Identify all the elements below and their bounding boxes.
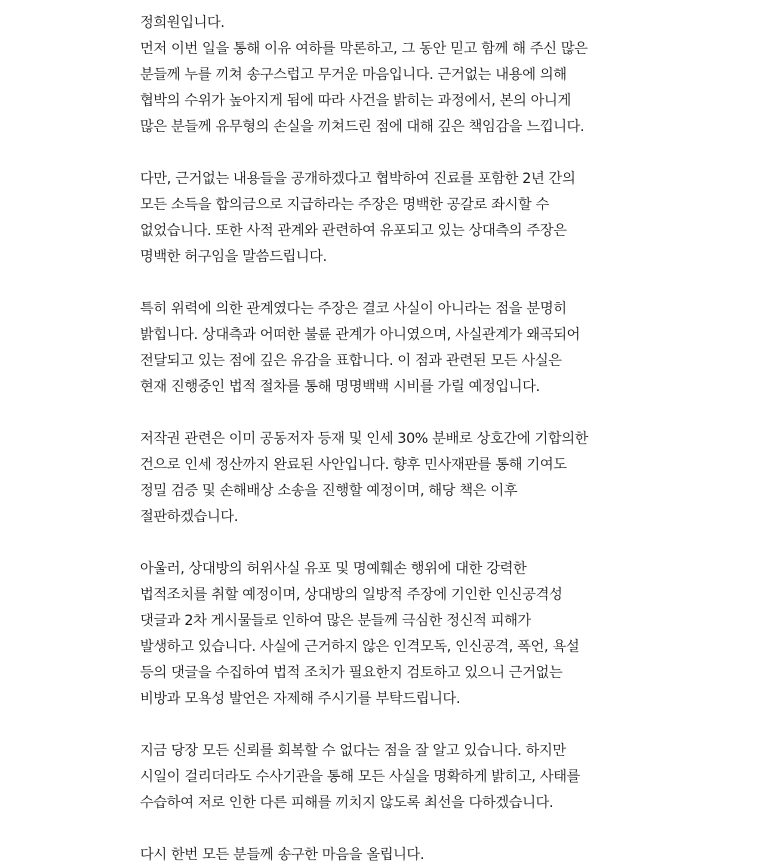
- text-line: 등의 댓글을 수집하여 법적 조치가 필요한지 검토하고 있으니 근거없는: [140, 665, 563, 681]
- text-line: 현재 진행중인 법적 절차를 통해 명명백백 시비를 가릴 예정입니다.: [140, 379, 540, 395]
- paragraph-gap: [140, 270, 640, 296]
- paragraph-gap: [140, 816, 640, 842]
- paragraph-gap: [140, 400, 640, 426]
- text-line: 먼저 이번 일을 통해 이유 여하를 막론하고, 그 동안 믿고 함께 해 주신 많은: [140, 41, 588, 57]
- text-line: 지금 당장 모든 신뢰를 회복할 수 없다는 점을 잘 알고 있습니다. 하지만: [140, 743, 566, 759]
- text-line: 법적조치를 취할 예정이며, 상대방의 일방적 주장에 기인한 인신공격성: [140, 587, 563, 603]
- text-line: 댓글과 2차 게시물들로 인하여 많은 분들께 극심한 정신적 피해가: [140, 613, 531, 629]
- text-line: 절판하겠습니다.: [140, 509, 239, 525]
- text-line: 명백한 허구임을 말씀드립니다.: [140, 249, 327, 265]
- text-line: 협박의 수위가 높아지게 됨에 따라 사건을 밝히는 과정에서, 본의 아니게: [140, 93, 571, 109]
- paragraph-gap: [140, 140, 640, 166]
- text-line: 모든 소득을 합의금으로 지급하라는 주장은 명백한 공갈로 좌시할 수: [140, 197, 550, 213]
- text-line: 분들께 누를 끼쳐 송구스럽고 무거운 마음입니다. 근거없는 내용에 의해: [140, 67, 567, 83]
- paragraph-gap: [140, 530, 640, 556]
- text-line: 저작권 관련은 이미 공동저자 등재 및 인세 30% 분배로 상호간에 기합의한: [140, 431, 589, 447]
- text-line: 발생하고 있습니다. 사실에 근거하지 않은 인격모독, 인신공격, 폭언, 욕설: [140, 639, 580, 655]
- text-line: 아울러, 상대방의 허위사실 유포 및 명예훼손 행위에 대한 강력한: [140, 561, 527, 577]
- text-line: 다만, 근거없는 내용들을 공개하겠다고 협박하여 진료를 포함한 2년 간의: [140, 171, 576, 187]
- text-line: 밝힙니다. 상대측과 어떠한 불륜 관계가 아니였으며, 사실관계가 왜곡되어: [140, 327, 581, 343]
- text-line: 시일이 걸리더라도 수사기관을 통해 모든 사실을 명확하게 밝히고, 사태를: [140, 769, 581, 785]
- text-line: 수습하여 저로 인한 다른 피해를 끼치지 않도록 최선을 다하겠습니다.: [140, 795, 554, 811]
- text-line: 건으로 인세 정산까지 완료된 사안입니다. 향후 민사재판를 통해 기여도: [140, 457, 567, 473]
- paragraph-gap: [140, 712, 640, 738]
- text-line: 없었습니다. 또한 사적 관계와 관련하여 유포되고 있는 상대측의 주장은: [140, 223, 567, 239]
- text-line: 많은 분들께 유무형의 손실을 끼쳐드린 점에 대해 깊은 책임감을 느낍니다.: [140, 119, 585, 135]
- text-line: 다시 한번 모든 분들께 송구한 마음을 올립니다.: [140, 847, 425, 863]
- text-line: 정희원입니다.: [140, 15, 225, 31]
- text-line: 특히 위력에 의한 관계였다는 주장은 결코 사실이 아니라는 점을 분명히: [140, 301, 567, 317]
- statement-document: [140, 10, 640, 868]
- text-line: 정밀 검증 및 손해배상 소송을 진행할 예정이며, 해당 책은 이후: [140, 483, 518, 499]
- text-line: 비방과 모욕성 발언은 자제해 주시기를 부탁드립니다.: [140, 691, 461, 707]
- text-line: 전달되고 있는 점에 깊은 유감을 표합니다. 이 점과 관련된 모든 사실은: [140, 353, 562, 369]
